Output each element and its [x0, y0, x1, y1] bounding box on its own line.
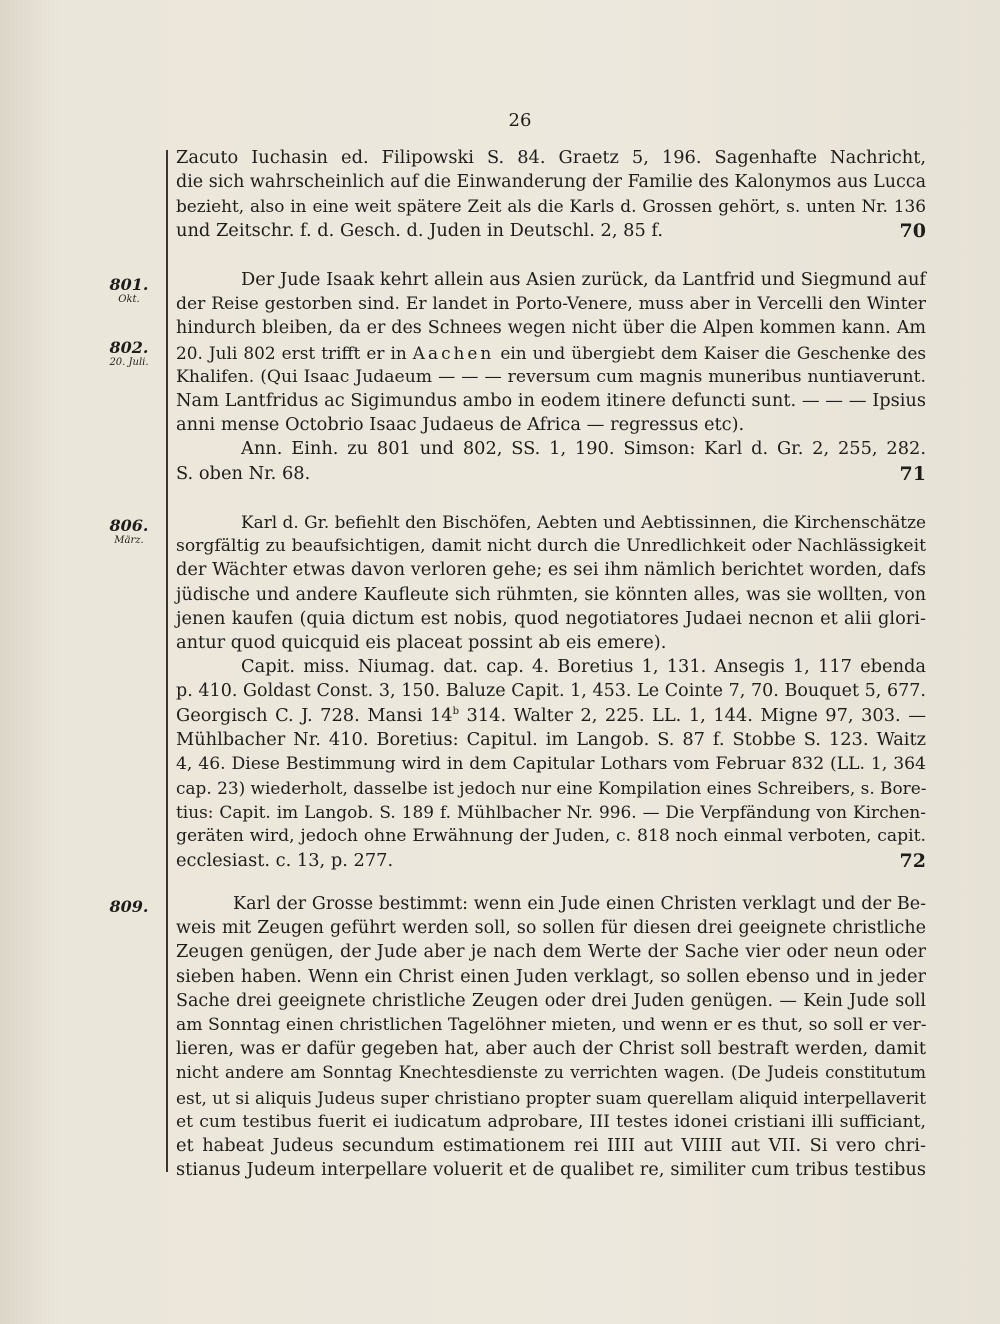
text-line: sorgfältig zu beaufsichtigen, damit nicht durch die Unredlichkeit oder Nachlässigkeit [176, 536, 926, 557]
superscript: b [452, 705, 459, 717]
margin-date: 20. Juli. [109, 357, 149, 368]
entry-71 [176, 268, 926, 486]
text-line: stianus Judeum interpellare voluerit et de qualibet re, similiter cum tribus testibus [176, 1159, 926, 1181]
text-line: Sache drei geeignete christliche Zeugen oder drei Juden genügen. — Kein Jude soll [176, 990, 926, 1011]
margin-note-806 [100, 518, 158, 546]
text-line: Karl der Grosse bestimmt: wenn ein Jude einen Christen verklagt und der Be- [233, 894, 926, 914]
margin-note-809 [100, 899, 158, 915]
citation-line: Capit. miss. Niumag. dat. cap. 4. Boretius 1, 131. Ansegis 1, 117 ebenda [241, 656, 926, 678]
margin-date: März. [114, 535, 144, 546]
entry-72 [176, 510, 926, 873]
text-line-content: und Zeitschr. f. d. Gesch. d. Juden in Deutschl. 2, 85 f. [176, 219, 664, 241]
text-line: jüdische und andere Kaufleute sich rühmten, sie könnten alles, was sie wollten, von [176, 584, 926, 605]
text-line: Khalifen. (Qui Isaac Judaeum — — — reversum cum magnis muneribus nuntiaverunt. [176, 366, 926, 387]
text-line: Zeugen genügen, der Jude aber je nach dem Werte der Sache vier oder neun oder [176, 941, 926, 963]
text-line: sieben haben. Wenn ein Christ einen Juden verklagt, so sollen ebenso und in jeder [176, 965, 926, 987]
text-line: Nam Lantfridus ac Sigimundus ambo in eodem itinere defuncti sunt. — — — Ipsius [176, 389, 926, 411]
text-line: et cum testibus fuerit ei iudicatum adprobare, III testes idonei cristiani illi sufficiant, [176, 1111, 926, 1132]
text-line: der Wächter etwas davon verloren gehe; es sei ihm nämlich berichtet worden, dafs [176, 559, 926, 581]
entry-73 [176, 892, 926, 1182]
text-line: jenen kaufen (quia dictum est nobis, quod negotiatores Judaei necnon et alii glori- [176, 607, 926, 629]
margin-year: 809. [109, 897, 149, 916]
text-line: bezieht, also in eine weit spätere Zeit als die Karls d. Grossen gehört, s. unten Nr. 136 [176, 196, 926, 217]
entry-number: 71 [899, 462, 926, 485]
text-segment: 314. Walter 2, 225. LL. 1, 144. Migne 97, 303. — [466, 704, 926, 726]
text-line: nicht andere am Sonntag Knechtesdienste zu verrichten wagen. (De Judeis constitutum [176, 1063, 926, 1083]
margin-year: 806. [109, 516, 149, 535]
citation-line [176, 462, 926, 486]
text-line: Karl d. Gr. befiehlt den Bischöfen, Aebten und Aebtissinnen, die Kirchenschätze [241, 512, 926, 532]
text-segment: 20. Juli 802 erst trifft er in [176, 342, 407, 363]
text-line: Der Jude Isaak kehrt allein aus Asien zurück, da Lantfrid und Siegmund auf [241, 269, 926, 290]
text-line: anni mense Octobrio Isaac Judaeus de Africa — regressus etc). [176, 414, 745, 436]
text-segment: ein und übergiebt dem Kaiser die Geschenke des [500, 342, 926, 363]
text-line [176, 341, 926, 365]
citation-line: tius: Capit. im Langob. S. 189 f. Mühlbacher Nr. 996. — Die Verpfändung von Kirchen- [176, 802, 926, 823]
page-number: 26 [508, 110, 532, 131]
citation-line: 4, 46. Diese Bestimmung wird in dem Capitular Lothars vom Februar 832 (LL. 1, 364 [176, 753, 926, 774]
citation-line [176, 704, 926, 728]
entry-number: 72 [899, 849, 926, 872]
citation-line: p. 410. Goldast Const. 3, 150. Baluze Capit. 1, 453. Le Cointe 7, 70. Bouquet 5, 677. [176, 681, 926, 702]
text-line: et habeat Judeus secundum estimationem rei IIII aut VIIII aut VII. Si vero chri- [176, 1134, 926, 1156]
text-segment: Georgisch C. J. 728. Mansi 14 [176, 704, 453, 726]
citation-line: cap. 23) wiederholt, dasselbe ist jedoch nur eine Kompilation eines Schreibers, s. Bore- [176, 778, 927, 799]
margin-note-801 [100, 277, 158, 305]
text-line: antur quod quicquid eis placeat possint ab eis emere). [176, 631, 667, 653]
place-name-aachen: Aachen [412, 342, 495, 363]
text-line: der Reise gestorben sind. Er landet in Porto-Venere, muss aber in Vercelli den Winter [176, 294, 926, 315]
entry-number: 70 [899, 219, 926, 242]
margin-year: 802. [109, 338, 149, 357]
citation-line: Mühlbacher Nr. 410. Boretius: Capitul. im Langob. S. 87 f. Stobbe S. 123. Waitz [176, 728, 926, 750]
citation-line: geräten wird, jedoch ohne Erwähnung der Juden, c. 818 noch einmal verboten, capit. [176, 826, 926, 847]
text-line: am Sonntag einen christlichen Tagelöhner mieten, und wenn er es thut, so soll er ver- [176, 1014, 927, 1035]
text-line: hindurch bleiben, da er des Schnees wegen nicht über die Alpen kommen kann. Am [176, 318, 926, 339]
entry-70 [176, 146, 926, 243]
margin-rule [166, 150, 168, 1172]
citation-line [176, 849, 926, 873]
text-line: die sich wahrscheinlich auf die Einwanderung der Familie des Kalonymos aus Lucca [176, 172, 927, 193]
margin-date: Okt. [118, 294, 140, 305]
text-line-content: S. oben Nr. 68. [176, 462, 311, 484]
text-line: Zacuto Iuchasin ed. Filipowski S. 84. Graetz 5, 196. Sagenhafte Nachricht, [176, 147, 926, 168]
text-line: est, ut si aliquis Judeus super christiano propter suam querellam aliquid interpellaverit [176, 1087, 926, 1108]
text-line: weis mit Zeugen geführt werden soll, so sollen für diesen drei geeignete christliche [176, 918, 926, 939]
text-line-content: ecclesiast. c. 13, p. 277. [176, 849, 394, 871]
citation-line: Ann. Einh. zu 801 und 802, SS. 1, 190. Simson: Karl d. Gr. 2, 255, 282. [241, 438, 926, 460]
margin-note-802 [100, 340, 158, 368]
text-line: lieren, was er dafür gegeben hat, aber auch der Christ soll bestraft werden, damit [176, 1038, 926, 1060]
text-line [176, 219, 926, 243]
margin-year: 801. [109, 275, 149, 294]
